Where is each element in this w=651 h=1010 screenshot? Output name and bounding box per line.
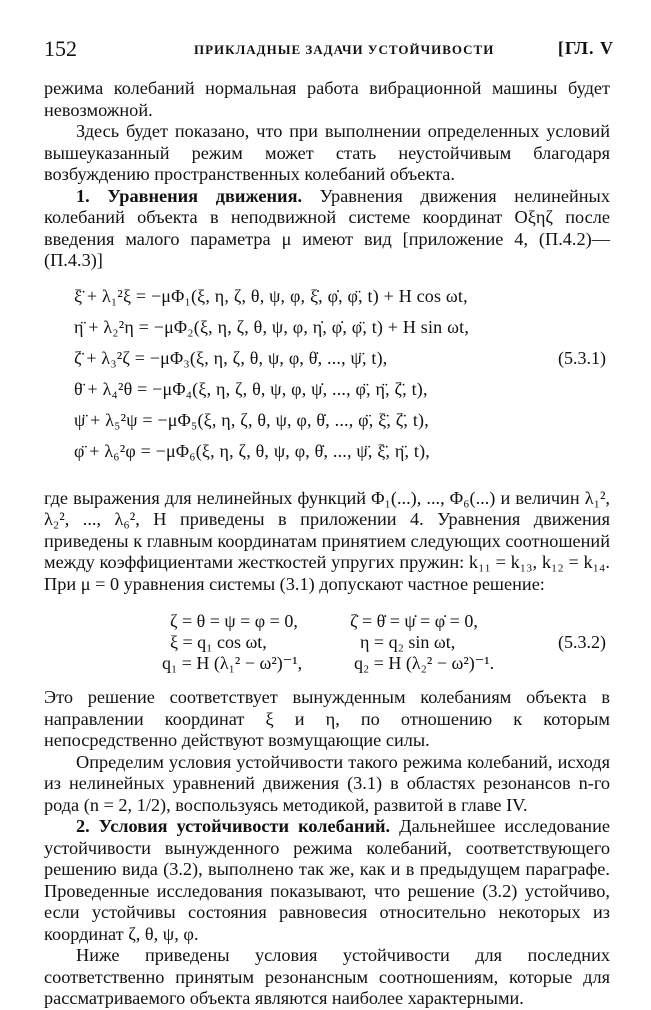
section-1-heading: 1. Уравнения движения. bbox=[76, 185, 303, 206]
equation-line: ψ̈ + λ₅²ψ = −μΦ₅(ξ, η, ζ, θ, ψ, φ, θ̇, ..., φ̈, ξ̈, ζ̈, t), bbox=[74, 409, 429, 430]
equation-line: ξ̈ + λ₁²ξ = −μΦ₁(ξ, η, ζ, θ, ψ, φ, ξ̇, φ̇, φ̈, t) + H cos ωt, bbox=[74, 285, 468, 306]
equation-5-3-1 bbox=[44, 286, 610, 470]
paragraph-solution: Это решение соответствует вынужденным колебаниям объекта в направлении координат ξ и η, по отношению к которым непосредственно действуют возмущающие силы. bbox=[44, 687, 610, 750]
equation-cell: q₂ = H (λ₂² − ω²)⁻¹. bbox=[354, 653, 495, 673]
section-1-paragraph bbox=[44, 186, 610, 272]
equation-line: ζ̈ + λ₃²ζ = −μΦ₃(ξ, η, ζ, θ, ψ, φ, θ̇, ..., ψ̈, t), bbox=[74, 347, 388, 368]
equation-line: φ̈ + λ₆²φ = −μΦ₆(ξ, η, ζ, θ, ψ, φ, θ̇, ..., ψ̈, ξ̈, η̈, t), bbox=[74, 440, 430, 461]
equation-cell: ζ̇ = θ̇ = ψ̇ = φ̇ = 0, bbox=[350, 611, 478, 631]
paragraph-conditions: Определим условия устойчивости такого режима колебаний, исходя из нелинейных уравнений движения (3.1) в областях резонансов n-го рода (n = 2, 1/2), воспользуясь методикой, развитой в главе IV. bbox=[44, 751, 610, 815]
chapter-reference: [ГЛ. V bbox=[557, 38, 614, 58]
page-number: 152 bbox=[44, 36, 77, 61]
equation-cell: ζ = θ = ψ = φ = 0, bbox=[170, 611, 298, 631]
section-2-text: Дальнейшее исследование устойчивости вынужденного режима колебаний, соответствующего решению вида (3.2), выполнено так же, как и в предыдущем параграфе. Проведенные исследования показывают, что решение (3.2) устойчиво, если устойчивы состояния равновесия относительно некоторых из координат ζ, θ, ψ, φ. bbox=[44, 816, 610, 944]
equation-cell: q₁ = H (λ₁² − ω²)⁻¹, bbox=[162, 653, 303, 673]
paragraph-intro: Здесь будет показано, что при выполнении определенных условий вышеуказанный режим может стать неустойчивым благодаря возбуждению пространственных колебаний объекта. bbox=[44, 121, 610, 184]
running-title: ПРИКЛАДНЫЕ ЗАДАЧИ УСТОЙЧИВОСТИ bbox=[194, 42, 495, 57]
page-header bbox=[44, 36, 614, 62]
section-2-heading: 2. Условия устойчивости колебаний. bbox=[76, 816, 391, 836]
paragraph-final: Ниже приведены условия устойчивости для последних соответственно принятым резонансным соотношениям, которые для рассматриваемого объекта являются наиболее характерными. bbox=[44, 945, 610, 1008]
section-1-text: Уравнения движения нелинейных колебаний объекта в неподвижной системе координат Oξηζ после введения малого параметра μ имеют вид [приложение 4, (П.4.2)—(П.4.3)] bbox=[44, 185, 610, 270]
equation-cell: η = q₂ sin ωt, bbox=[360, 632, 456, 652]
equation-line: η̈ + λ₂²η = −μΦ₂(ξ, η, ζ, θ, ψ, φ, η̇, φ̇, φ̈, t) + H sin ωt, bbox=[74, 316, 470, 337]
equation-5-3-2 bbox=[44, 611, 610, 673]
section-2-paragraph bbox=[44, 816, 610, 945]
paragraph-continuation: режима колебаний нормальная работа вибрационной машины будет невозможной. bbox=[44, 78, 610, 120]
page-body bbox=[44, 78, 610, 1010]
paragraph-functions: где выражения для нелинейных функций Φ₁(...), ..., Φ₆(...) и величин λ₁², λ₂², ..., λ₆², H приведены в приложении 4. Уравнения движения приведены к главным координатам принятием следующих соотношений между коэффициентами жесткостей упругих пружин: k₁₁ = k₁₃, k₁₂ = k₁₄. При μ = 0 уравнения системы (3.1) допускают частное решение: bbox=[44, 487, 610, 594]
equation-number: (5.3.2) bbox=[558, 632, 606, 652]
equation-line: θ̈ + λ₄²θ = −μΦ₄(ξ, η, ζ, θ, ψ, φ, ψ̇, ..., φ̈, η̈, ζ̈, t), bbox=[74, 378, 428, 399]
equation-number: (5.3.1) bbox=[558, 347, 606, 368]
equation-cell: ξ = q₁ cos ωt, bbox=[170, 632, 267, 652]
